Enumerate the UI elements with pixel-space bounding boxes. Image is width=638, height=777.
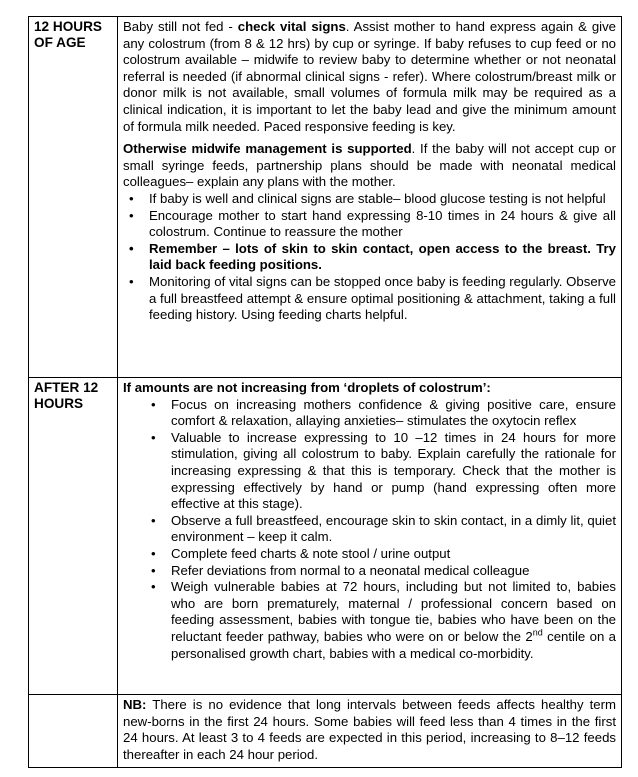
bullet-list [123,191,616,324]
ordinal-superscript: nd [532,627,543,638]
guideline-table [28,16,622,768]
bullet-icon: • [151,545,156,561]
list-item-text: Refer deviations from normal to a neonatal medical colleague [171,562,530,578]
list-item-text-end: centile on a personalised growth chart, babies with a medical co-morbidity. [171,628,616,661]
bullet-icon: • [151,512,156,528]
list-item [129,273,616,324]
list-item-text: Encourage mother to start hand expressing 8-10 times in 24 hours & give all colostrum. Continue to reassure the mother [149,207,616,240]
list-item-text: Remember – lots of skin to skin contact, open access to the breast. Try laid back feeding positions. [149,240,616,273]
note-paragraph [123,697,616,763]
list-item [151,545,616,563]
section-heading: If amounts are not increasing from ‘droplets of colostrum’: [123,380,491,395]
list-item [151,396,616,430]
row-label: 12 HOURS OF AGE [29,17,118,378]
list-item-text: Monitoring of vital signs can be stopped once baby is feeding regularly. Observe a full breastfeed attempt & ensure optimal positioning & attachment, taking a full feeding history. Using feeding charts helpful. [149,273,616,323]
list-item [151,429,616,513]
list-item [151,562,616,580]
management-emphasis: Otherwise midwife management is supported [123,141,412,157]
bullet-icon: • [151,429,156,445]
row-content [118,695,622,768]
list-item-text: If baby is well and clinical signs are stable– blood glucose testing is not helpful [149,190,606,206]
note-label: NB: [123,697,147,712]
list-item-text: Focus on increasing mothers confidence & giving positive care, ensure comfort & relaxation, allaying anxieties– stimulates the oxytocin reflex [171,396,616,429]
row-label [29,695,118,768]
note-text: There is no evidence that long intervals between feeds affects healthy term new-borns in the first 24 hours. Some babies will feed less than 4 times in the first 24 hours. At least 3 to 4 feeds are expected in this period, increasing to 8–12 feeds thereafter in each 24 hour period. [123,697,616,762]
table-row [29,378,622,695]
table-row [29,17,622,378]
list-item [129,240,616,274]
list-item [151,512,616,546]
list-item [129,190,616,208]
bullet-list [123,397,616,663]
bullet-icon: • [129,240,134,256]
table-row [29,695,622,768]
list-item-text-start: Weigh vulnerable babies at 72 hours, including but not limited to, babies who are born prematurely, maternal / professional concern based on feeding assessment, babies with tongue tie, babies who have been on the reluctant feeder pathway, babies who were on or below the 2 [171,579,616,644]
bullet-icon: • [129,190,134,206]
row-label: AFTER 12 HOURS [29,378,118,695]
bullet-icon: • [129,273,134,289]
intro-text: . Assist mother to hand express again & give any colostrum (from 8 & 12 hrs) by cup or syringe. If baby refuses to cup feed or no colostrum available – midwife to review baby to determine whether or not neonatal referral is needed (if abnormal clinical signs - refer). Where colostrum/breast milk or donor milk is not available, small volumes of formula milk may be required as a clinical indication, it is important to let the baby lead and give the minimum amount of formula milk needed. Paced responsive feeding is key. [123,19,617,134]
intro-emphasis: check vital signs [237,19,346,34]
list-item [129,207,616,241]
list-item-text: Valuable to increase expressing to 10 –12 times in 24 hours for more stimulation, giving all colostrum to baby. Explain carefully the rationale for increasing expressing & that this is temporary. Check that the mother is expressing effectively by hand or pump (hand expressing often more effective at this stage). [171,429,616,512]
list-item [151,579,616,662]
bullet-icon: • [129,207,134,223]
bullet-icon: • [151,396,156,412]
management-text: . If the baby will not accept cup or small syringe feeds, partnership plans should be made with neonatal medical colleagues– explain any plans with the mother. [123,141,616,190]
intro-lead: Baby still not fed - [123,19,238,34]
list-item-text: Complete feed charts & note stool / urine output [171,545,451,561]
management-paragraph [123,141,616,191]
bullet-icon: • [151,562,156,578]
intro-paragraph [123,19,616,135]
row-content [118,17,622,378]
bullet-icon: • [151,579,156,595]
row-content [118,378,622,695]
list-item-text: Observe a full breastfeed, encourage skin to skin contact, in a dimly lit, quiet environment – keep it calm. [171,512,616,545]
